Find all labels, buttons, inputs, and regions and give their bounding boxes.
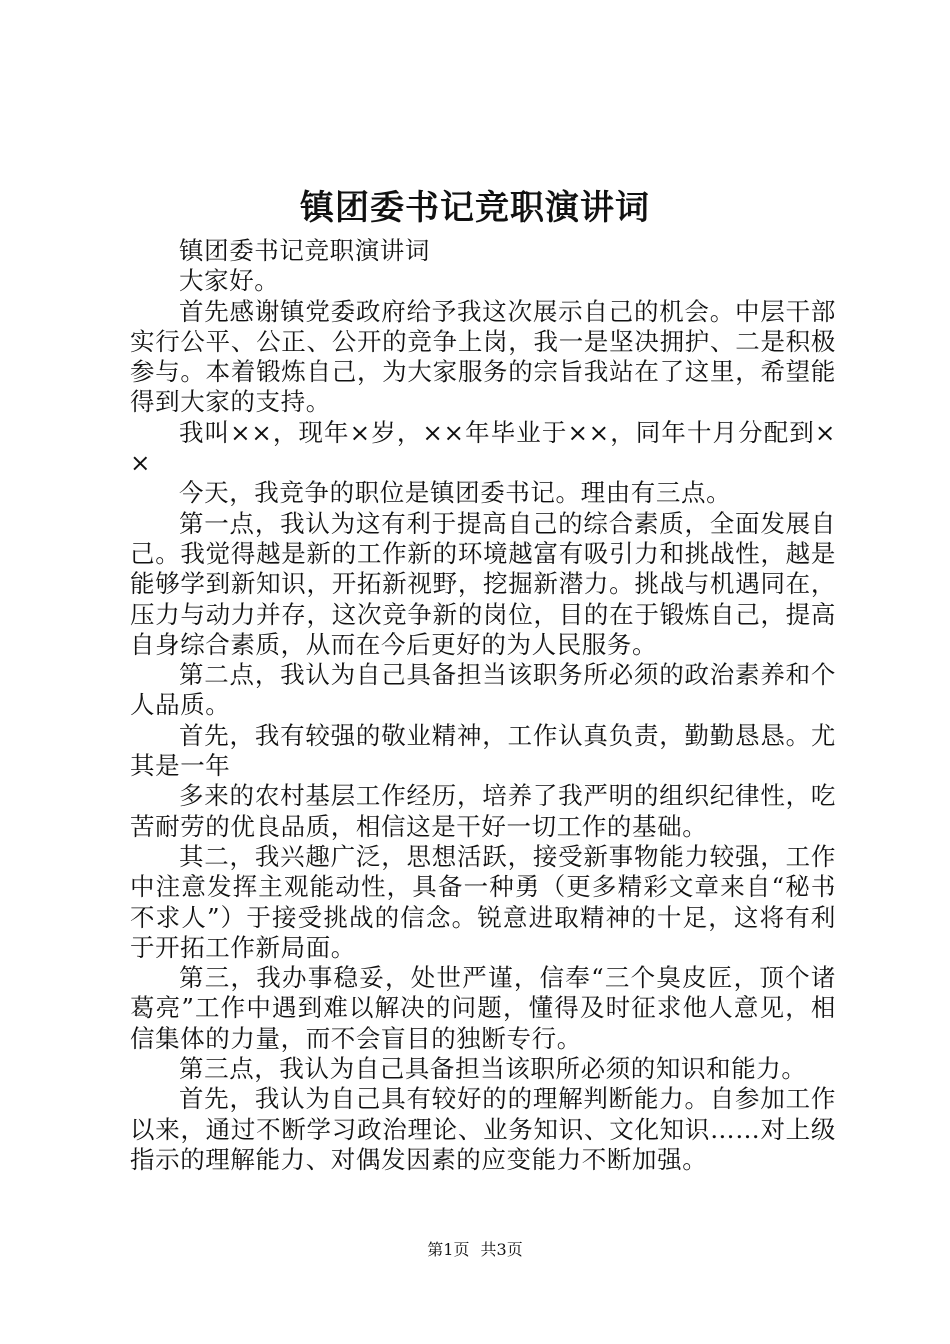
paragraph: 第一点，我认为这有利于提高自己的综合素质，全面发展自己。我觉得越是新的工作新的环境越富有吸引力和挑战性，越是能够学到新知识，开拓新视野，挖掘新潜力。挑战与机遇同在，压力与动力并存，这次竞争新的岗位，目的在于锻炼自己，提高自身综合素质，从而在今后更好的为人民服务。	[130, 508, 836, 659]
paragraph: 第三，我办事稳妥，处世严谨，信奉“三个臭皮匠，顶个诸葛亮”工作中遇到难以解决的问题，懂得及时征求他人意见，相信集体的力量，而不会盲目的独断专行。	[130, 963, 836, 1053]
paragraph: 其二，我兴趣广泛，思想活跃，接受新事物能力较强，工作中注意发挥主观能动性，具备一种勇（更多精彩文章来自“秘书不求人”）于接受挑战的信念。锐意进取精神的十足，这将有利于开拓工作新局面。	[130, 841, 836, 962]
page-total: 共3页	[480, 1240, 523, 1259]
paragraph: 首先感谢镇党委政府给予我这次展示自己的机会。中层干部实行公平、公正、公开的竞争上岗，我一是坚决拥护、二是积极参与。本着锻炼自己，为大家服务的宗旨我站在了这里，希望能得到大家的支持。	[130, 296, 836, 417]
paragraph: 多来的农村基层工作经历，培养了我严明的组织纪律性，吃苦耐劳的优良品质，相信这是干好一切工作的基础。	[130, 781, 836, 841]
paragraph: 首先，我认为自己具有较好的的理解判断能力。自参加工作以来，通过不断学习政治理论、业务知识、文化知识……对上级指示的理解能力、对偶发因素的应变能力不断加强。	[130, 1084, 836, 1174]
paragraph: 第二点，我认为自己具备担当该职务所必须的政治素养和个人品质。	[130, 660, 836, 720]
page-footer	[0, 1240, 950, 1260]
paragraph: 我叫××，现年×岁，××年毕业于××，同年十月分配到××	[130, 417, 836, 478]
paragraph: 第三点，我认为自己具备担当该职所必须的知识和能力。	[179, 1054, 807, 1084]
document-title: 镇团委书记竞职演讲词	[300, 188, 650, 228]
paragraph: 镇团委书记竞职演讲词	[179, 236, 430, 265]
page-number: 第1页	[427, 1240, 470, 1259]
paragraph: 今天，我竞争的职位是镇团委书记。理由有三点。	[179, 478, 732, 508]
document-body	[130, 236, 836, 1175]
paragraph: 首先，我有较强的敬业精神，工作认真负责，勤勤恳恳。尤其是一年	[130, 720, 836, 781]
paragraph: 大家好。	[179, 266, 280, 296]
